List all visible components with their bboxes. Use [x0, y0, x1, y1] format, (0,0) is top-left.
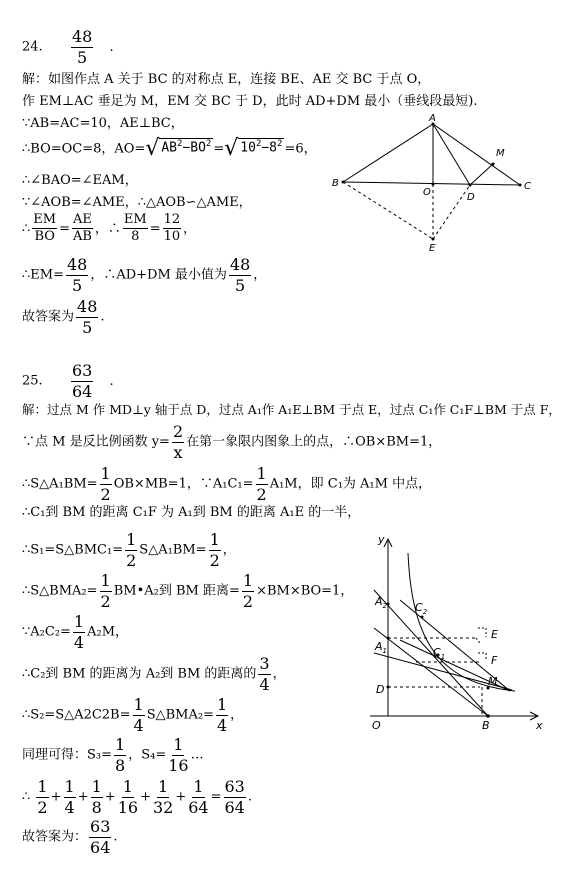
fig24-label-A: A [429, 113, 436, 124]
q24-line-7: ∴ $\frac{EM}{BO}$ = $\frac{AE}{AB}$ ，∴ $\frac{EM}{8}$ = $\frac{12}{10}$ ， [22, 212, 197, 245]
q25-line-5: ∴S₁=S△BMC₁= $\frac{1}{2}$ S△A₁BM= $\frac{1}{2}$ ， [22, 530, 236, 570]
q25-line-9: ∴S₂=S△A2C2B= $\frac{1}{4}$ S△BMA₂= $\frac{1}{4}$ ， [22, 695, 244, 735]
q25-line-7: ∵A₂C₂= $\frac{1}{4}$ A₂M， [22, 612, 129, 652]
q24-line-4: ∴BO=OC=8，AO= √ $AB^2-BO^2$ = √ $10^2-8^2$ =6， [22, 136, 317, 161]
q25-answer-fraction: $\frac{63}{64}$ [71, 361, 93, 401]
q24-number: 24. [22, 39, 43, 55]
fig24-label-O: O [423, 187, 431, 198]
q24-line-3: ∵AB=AC=10，AE⊥BC， [22, 116, 184, 131]
fig25-label-F: F [491, 654, 498, 667]
fig25-label-O: O [372, 719, 381, 732]
q24-line-9: 故答案为 $\frac{48}{5}$ . [22, 297, 105, 337]
q25-line-12: 故答案为： $\frac{63}{64}$ . [22, 817, 118, 857]
q24-line-6: ∵∠AOB=∠AME，∴△AOB∽△AME， [22, 195, 252, 210]
fig25-label-C2: $C_2$ [415, 601, 428, 616]
fig24-label-C: C [524, 181, 531, 192]
fig24-label-D: D [467, 192, 475, 203]
fig25-label-A1: $A_1$ [375, 640, 387, 655]
q25-header: 25. $\frac{63}{64}$ . [22, 361, 114, 401]
q25-line-10: 同理可得：S₃= $\frac{1}{8}$ ，S₄= $\frac{1}{16}$ … [22, 735, 204, 775]
q24-figure [330, 112, 540, 252]
fig25-label-y: y [378, 533, 385, 546]
sqrt-1: √ $AB^2-BO^2$ [145, 136, 212, 161]
q25-line-4: ∴C₁到 BM 的距离 C₁F 为 A₁到 BM 的距离 A₁E 的一半， [22, 505, 361, 520]
fig24-label-E: E [429, 243, 436, 252]
fig24-label-B: B [332, 178, 339, 189]
q25-line-3: ∴S△A₁BM= $\frac{1}{2}$ OB×MB=1，∵A₁C₁= $\frac{1}{2}$ A₁M，即 C₁为 A₁M 中点， [22, 464, 432, 504]
fig25-label-x: x [536, 719, 543, 732]
fig24-label-M: M [496, 148, 505, 159]
q24-line-2: 作 EM⊥AC 垂足为 M，EM 交 BC 于 D，此时 AD+DM 最小（垂线段最短). [22, 94, 478, 109]
fig25-label-A2: $A_2$ [375, 595, 387, 610]
q24-line-1: 解：如图作点 A 关于 BC 的对称点 E，连接 BE、AE 交 BC 于点 O， [22, 72, 431, 87]
fig25-label-B: B [482, 719, 490, 732]
q25-line-1: 解：过点 M 作 MD⊥y 轴于点 D，过点 A₁作 A₁E⊥BM 于点 E，过点 C₁作 C₁F⊥BM 于点 F， [22, 402, 561, 417]
q25-number: 25. [22, 373, 43, 389]
q25-line-6: ∴S△BMA₂= $\frac{1}{2}$ BM•A₂到 BM 距离= $\frac{1}{2}$ ×BM×BO=1， [22, 571, 354, 611]
fig25-label-D: D [376, 683, 385, 696]
fig25-label-C1: $C_1$ [433, 646, 446, 661]
sqrt-2: √ $10^2-8^2$ [224, 136, 283, 161]
q24-header: 24. $\frac{48}{5}$ . [22, 27, 114, 67]
q25-line-2: ∵点 M 是反比例函数 y= $\frac{2}{x}$ 在第一象限内图象上的点，∴OB×BM=1， [22, 422, 442, 462]
q25-line-8: ∴C₂到 BM 的距离为 A₂到 BM 的距离的 $\frac{3}{4}$ ， [22, 654, 286, 694]
q24-answer-fraction: $\frac{48}{5}$ [71, 27, 93, 67]
q25-figure [360, 533, 550, 733]
q24-line-5: ∴∠BAO=∠EAM， [22, 173, 138, 188]
q24-line-8: ∴EM= $\frac{48}{5}$ ，∴AD+DM 最小值为 $\frac{48}{5}$ ， [22, 255, 267, 295]
fig25-label-E: E [491, 628, 498, 641]
fig25-label-M: M [488, 675, 498, 688]
q25-line-11: ∴ $\frac{1}{2}$ + $\frac{1}{4}$ + $\frac{1}{8}$ + $\frac{1}{16}$ + $\frac{1}{32}$ + $\frac{1}{64}$ = $\frac{63}{64}$ . [22, 777, 252, 817]
